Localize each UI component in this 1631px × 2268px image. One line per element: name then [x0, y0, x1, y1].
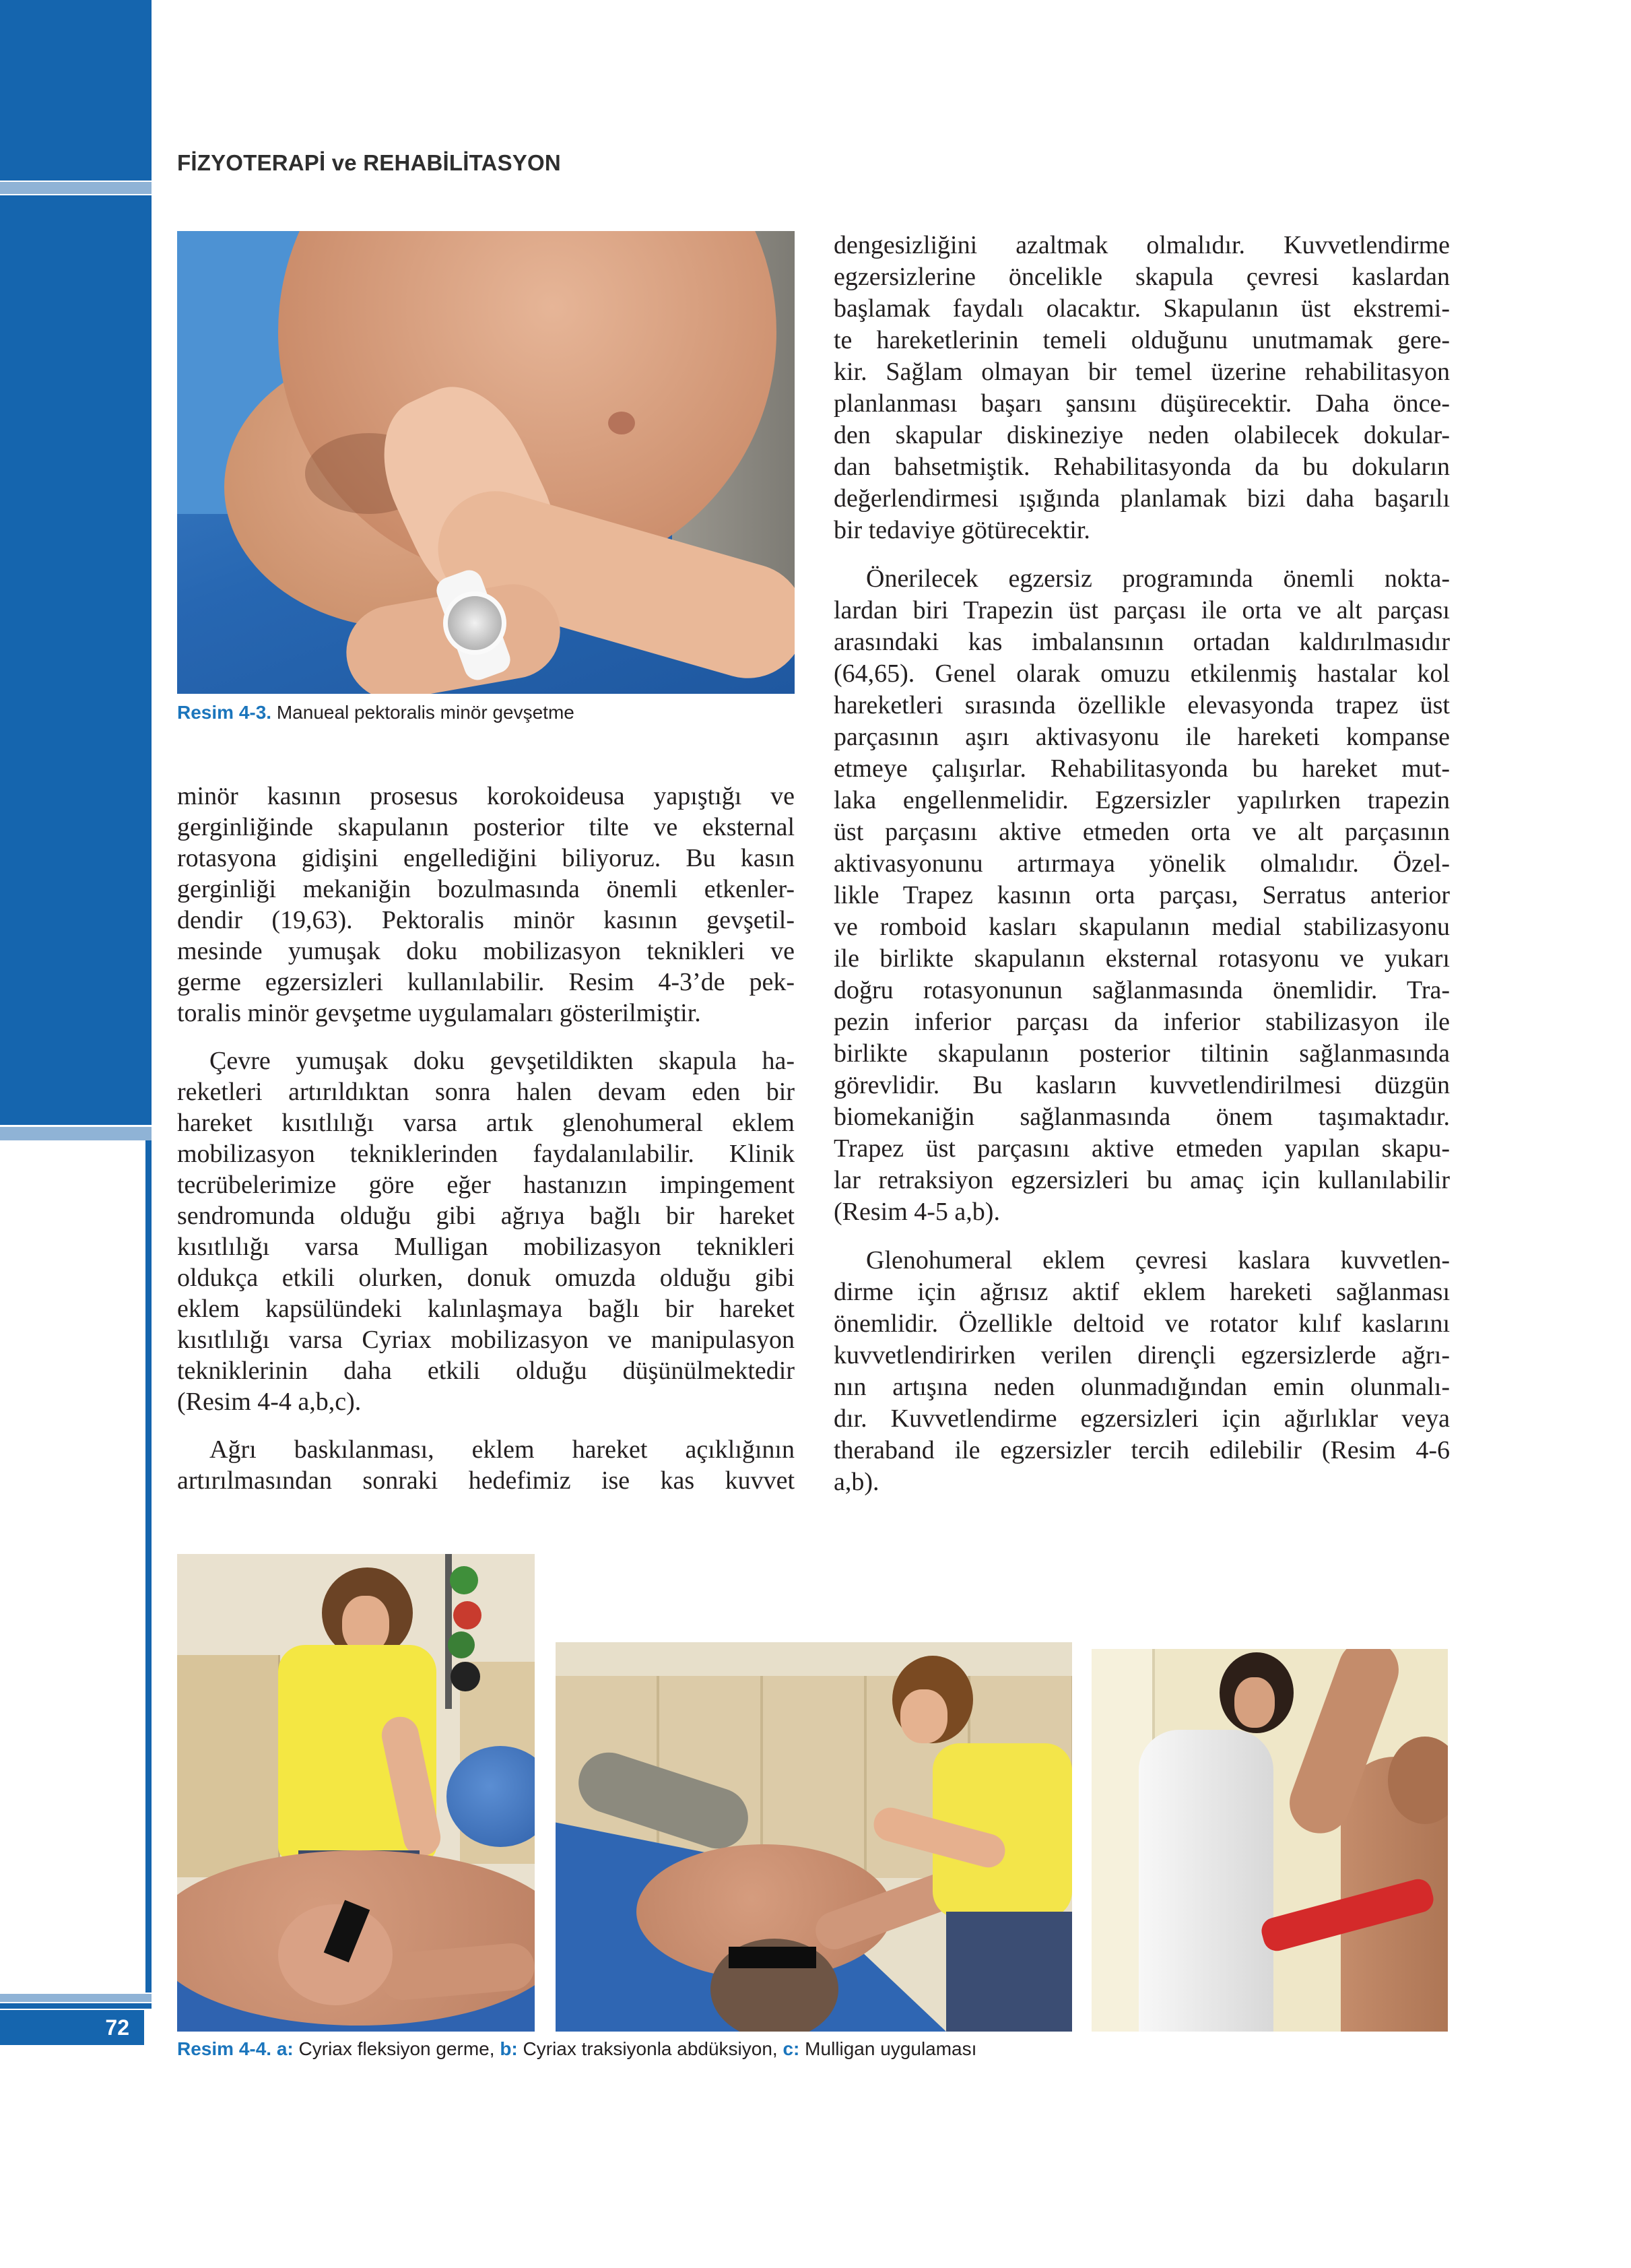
text-line: Trapez üst parçasını aktive etmeden yapılan skapu-: [834, 1134, 1450, 1163]
text-line: kuvvetlendirirken verilen dirençli egzersizlerde ağrı-: [834, 1341, 1450, 1369]
text-line: Glenohumeral eklem çevresi kaslara kuvvetlen-: [866, 1246, 1450, 1274]
text-line: Önerilecek egzersiz programında önemli nokta-: [866, 564, 1450, 593]
text-line: hareket kısıtlılığı varsa artık glenohumeral eklem: [177, 1109, 795, 1137]
text-line: başlamak faydalı olacaktır. Skapulanın üst ekstremi-: [834, 294, 1450, 323]
text-line: biomekaniğin sağlanmasında önem taşımaktadır.: [834, 1103, 1450, 1131]
photo-censor-bar: [729, 1947, 816, 1968]
text-line: kısıtlılığı varsa Mulligan mobilizasyon teknikleri: [177, 1233, 795, 1261]
text-line: birlikte skapulanın posterior tiltinin sağlanmasında: [834, 1039, 1450, 1068]
photo-manual-pectoralis-minor-release: [177, 231, 795, 694]
figure-part-b-key: b:: [500, 2038, 518, 2059]
figure-part-b-text: Cyriax traksiyonla abdüksiyon,: [517, 2038, 778, 2059]
text-line: germe egzersizleri kullanılabilir. Resim 4-3’de pek-: [177, 968, 795, 996]
text-line: parçasının aşırı aktivasyonu ile hareketi kompanse: [834, 723, 1450, 751]
photo-therapist-jeans: [946, 1912, 1072, 2032]
text-line: dır. Kuvvetlendirme egzersizleri için ağırlıklar veya: [834, 1404, 1450, 1433]
text-line: dengesizliğini azaltmak olmalıdır. Kuvvetlendirme: [834, 231, 1450, 259]
text-line: artırılmasından sonraki hedefimiz ise kas kuvvet: [177, 1466, 795, 1495]
text-line: görevlidir. Bu kasların kuvvetlendirilmesi düzgün: [834, 1071, 1450, 1099]
text-line: den skapular diskineziye neden olabilecek dokular-: [834, 421, 1450, 449]
photo-nipple: [608, 412, 635, 434]
text-line: dendir (19,63). Pektoralis minör kasının gevşetil-: [177, 906, 795, 934]
text-line: planlanması başarı şansını düşürecektir. Daha önce-: [834, 389, 1450, 418]
paragraph: [834, 230, 1450, 546]
text-line: mesinde yumuşak doku mobilizasyon teknikleri ve: [177, 937, 795, 965]
text-line: etmeye çalışırlar. Rehabilitasyonda bu hareket mut-: [834, 754, 1450, 783]
paragraph: [834, 563, 1450, 1228]
text-line: (Resim 4-4 a,b,c).: [177, 1388, 362, 1416]
text-line: dirme için ağrısız aktif eklem hareketi sağlanması: [834, 1278, 1450, 1306]
running-title: FİZYOTERAPİ ve REHABİLİTASYON: [177, 150, 561, 175]
text-line: tecrübelerimize göre eğer hastanızın impingement: [177, 1171, 795, 1199]
text-line: a,b).: [834, 1468, 879, 1496]
text-line: lardan biri Trapezin üst parçası ile orta ve alt parçası: [834, 596, 1450, 624]
sidebar-block-main: [0, 195, 152, 1125]
text-line: arasındaki kas imbalansının ortadan kaldırılmasıdır: [834, 628, 1450, 656]
sidebar-stripe-middle: [0, 1127, 152, 1140]
photo-cyriax-flexion-stretch: [177, 1554, 535, 2032]
paragraph: [834, 1245, 1450, 1498]
text-line: lar retraksiyon egzersizleri bu amaç için kullanılabilir: [834, 1166, 1450, 1194]
photo-black-ball: [451, 1662, 480, 1691]
text-line: Çevre yumuşak doku gevşetildikten skapula ha-: [209, 1047, 795, 1075]
figure-label: Resim 4-4.: [177, 2038, 272, 2059]
text-line: (Resim 4-5 a,b).: [834, 1198, 1000, 1226]
text-line: rotasyona gidişini engellediğini biliyoruz. Bu kasın: [177, 844, 795, 872]
text-line: egzersizlerine öncelikle skapula çevresi kaslardan: [834, 263, 1450, 291]
text-line: ve romboid kasları skapulanın medial stabilizasyonu: [834, 913, 1450, 941]
figure-part-a-text: Cyriax fleksiyon germe,: [293, 2038, 495, 2059]
text-line: üst parçasını aktive etmeden orta ve alt parçasının: [834, 818, 1450, 846]
photo-green-ball-2: [448, 1631, 475, 1658]
right-text-column: [834, 230, 1450, 1498]
text-line: dan bahsetmiştik. Rehabilitasyonda da bu dokuların: [834, 453, 1450, 481]
text-line: nın artışına neden olunmadığından emin olunmalı-: [834, 1373, 1450, 1401]
text-line: gerginliği mekaniğin bozulmasında önemli etkenler-: [177, 875, 795, 903]
left-text-column: [177, 781, 795, 1496]
text-line: likle Trapez kasının orta parçası, Serratus anterior: [834, 881, 1450, 909]
sidebar-stripe-bottom: [0, 1994, 152, 2002]
text-line: te hareketlerinin temeli olduğunu unutmamak gere-: [834, 326, 1450, 354]
photo-watch-face: [443, 591, 506, 655]
figure-label: Resim 4-3.: [177, 702, 272, 723]
figure-part-c-text: Mulligan uygulaması: [799, 2038, 977, 2059]
text-line: minör kasının prosesus korokoideusa yapıştığı ve: [177, 782, 795, 810]
text-line: sendromunda olduğu gibi ağrıya bağlı bir hareket: [177, 1202, 795, 1230]
photo-cabinet-left: [177, 1655, 280, 1877]
text-line: oldukça etkili olurken, donuk omuzda olduğu gibi: [177, 1264, 795, 1292]
text-line: laka engellenmelidir. Egzersizler yapılırken trapezin: [834, 786, 1450, 814]
figure-caption-4-3: [177, 701, 574, 724]
text-line: kısıtlılığı varsa Cyriax mobilizasyon ve manipulasyon: [177, 1326, 795, 1354]
paragraph: [177, 1045, 795, 1417]
figure-caption-4-4: [177, 2038, 976, 2061]
photo-therapist-white-coat: [1139, 1730, 1273, 2032]
paragraph: [177, 781, 795, 1029]
sidebar-stripe-top: [0, 182, 152, 194]
page-number-box: [0, 2010, 144, 2045]
text-line: aktivasyonunu artırmaya yönelik olmalıdır. Özel-: [834, 849, 1450, 878]
text-line: pezin inferior parçası da inferior stabilizasyon ile: [834, 1008, 1450, 1036]
figure-part-a-key: a:: [276, 2038, 294, 2059]
text-line: toralis minör gevşetme uygulamaları gösterilmiştir.: [177, 999, 701, 1027]
page-number: 72: [105, 2015, 129, 2040]
text-line: kir. Sağlam olmayan bir temel üzerine rehabilitasyon: [834, 358, 1450, 386]
photo-cyriax-traction-abduction: [556, 1642, 1072, 2032]
text-line: bir tedaviye götürecektir.: [834, 516, 1090, 544]
sidebar-thin-line: [145, 1140, 152, 1992]
photo-red-ball: [453, 1601, 481, 1629]
text-line: reketleri artırıldıktan sonra halen devam eden bir: [177, 1078, 795, 1106]
text-line: önemlidir. Özellikle deltoid ve rotator kılıf kaslarını: [834, 1309, 1450, 1338]
text-line: değerlendirmesi ışığında planlamak bizi daha başarılı: [834, 484, 1450, 513]
text-line: ile birlikte skapulanın eksternal rotasyonu ve yukarı: [834, 944, 1450, 973]
photo-mulligan-application: [1092, 1649, 1448, 2032]
figure-part-c-key: c:: [783, 2038, 800, 2059]
text-line: tekniklerinin daha etkili olduğu düşünülmektedir: [177, 1357, 795, 1385]
text-line: (64,65). Genel olarak omuzu etkilenmiş hastalar kol: [834, 659, 1450, 688]
figure-caption-text: Manueal pektoralis minör gevşetme: [276, 702, 574, 723]
photo-therapist-face: [1234, 1677, 1275, 1728]
text-line: theraband ile egzersizler tercih edilebilir (Resim 4-6: [834, 1436, 1450, 1464]
text-line: hareketleri sırasında özellikle elevasyonda trapez üst: [834, 691, 1450, 719]
text-line: Ağrı baskılanması, eklem hareket açıklığının: [209, 1435, 795, 1464]
text-line: mobilizasyon tekniklerinden faydalanılabilir. Klinik: [177, 1140, 795, 1168]
text-line: gerginliğinde skapulanın posterior tilte ve eksternal: [177, 813, 795, 841]
photo-green-ball: [450, 1566, 478, 1594]
sidebar-band-bottom: [0, 2003, 152, 2009]
sidebar-block-top: [0, 0, 152, 181]
text-line: doğru rotasyonunun sağlanmasında önemlidir. Tra-: [834, 976, 1450, 1004]
photo-therapist-face: [900, 1689, 947, 1743]
paragraph: [177, 1434, 795, 1496]
text-line: eklem kapsülündeki kalınlaşmaya bağlı bir hareket: [177, 1295, 795, 1323]
